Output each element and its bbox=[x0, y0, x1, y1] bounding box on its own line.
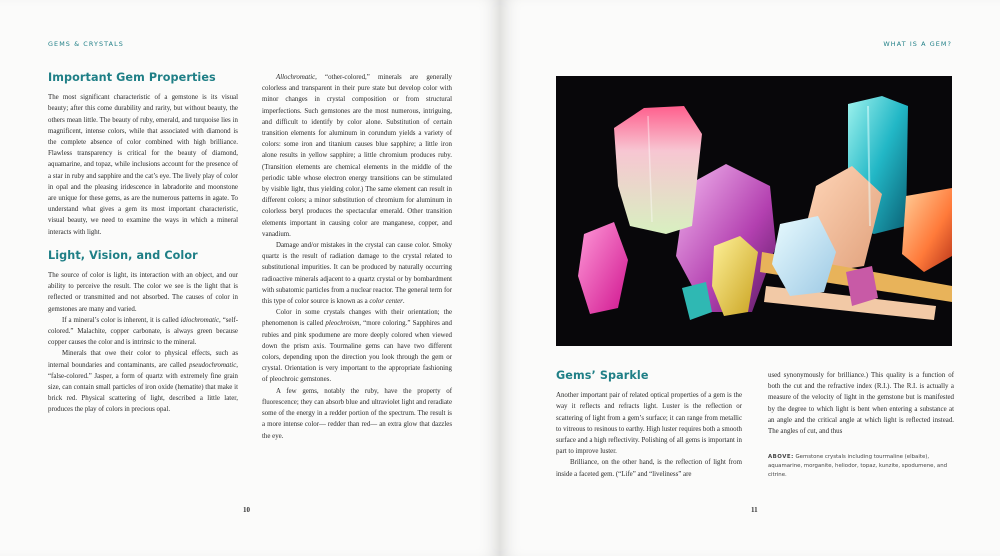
paragraph: used synonymously for brilliance.) This quality is a function of both the cut and the refractive index (R.I.). The R.I. is actually a measure of the velocity of light in the gemstone but is manifested by the degree to which light is bent when entering a substance at an angle and the critical angle at which light is reflected instead. The angles of cut, and thus bbox=[768, 372, 954, 436]
column-3 bbox=[556, 370, 742, 480]
gemstone-crystals-photo bbox=[556, 76, 952, 346]
topaz-crystal bbox=[902, 188, 952, 272]
paragraph: Another important pair of related optical properties of a gem is the way it reflects and refracts light. Luster is the reflection or scattering of light from a gem’s surface; it can range from metallic to vitreous to resinous to earthy. High luster requires both a smooth surface and a high reflectivity. Polishing of all gems is important in part to improve luster. bbox=[556, 392, 742, 456]
paragraph: The most significant characteristic of a gemstone is its visual beauty; after this come durability and rarity, but without beauty, the others mean little. The beauty of ruby, emerald, and turquoise lies in magnificent, intense colors, while that associated with diamond is the complete absence of color combined with high brilliance. Flawless transparency is critical for the beauty of diamond, aquamarine, and topaz, while inclusions account for the presence of a star in ruby and sapphire and the cat’s eye. The lively play of color in opal and the pleasing iridescence in labradorite and moonstone are unique for these gems, as are the numerous patterns in agate. To understand what gives a gem its most important characteristic, visual beauty, we need to examine the ways in which a mineral interacts with light. bbox=[48, 94, 238, 236]
column-2 bbox=[262, 72, 452, 442]
paragraph: Damage and/or mistakes in the crystal can cause color. Smoky quartz is the result of radiation damage to the crystal related to substitutional impurities. It can be produced by naturally occurring radioactive minerals adjacent to a quartz crystal or by bombardment with subatomic particles from a nuclear reactor. The general term for this type of color source is known as a color center. bbox=[262, 242, 452, 306]
page-number-left: 10 bbox=[243, 506, 250, 514]
photo-caption bbox=[768, 453, 954, 480]
column-4 bbox=[768, 370, 954, 480]
paragraph: A few gems, notably the ruby, have the property of fluorescence; they can absorb blue and ultraviolet light and reradiate some of the energy in a redder portion of the spectrum. The result is a more intense color— redder than red— an extra glow that dazzles the eye. bbox=[262, 387, 452, 440]
paragraph: The source of color is light, its interaction with an object, and our ability to perceive the result. The color we see is the light that is reflected or transmitted and not absorbed. The causes of color in gemstones are many and varied. bbox=[48, 272, 238, 313]
paragraph: Color in some crystals changes with their orientation; the phenomenon is called pleochroism, “more coloring.” Sapphires and rubies and pink spodumene are more deeply colored when viewed down the prism axis. Tourmaline gems can have two different colors, depending upon the direction you look through the gem or crystal. Orientation is very important to the appropriate fashioning of pleochroic gemstones. bbox=[262, 309, 452, 384]
heading-light-vision-color: Light, Vision, and Color bbox=[48, 248, 198, 262]
running-head-right: WHAT IS A GEM? bbox=[883, 40, 952, 48]
paragraph: Minerals that owe their color to physical effects, such as internal boundaries and contaminants, are called pseudochromatic, “false-colored.” Jasper, a form of quartz with extremely fine grain size, can contain small particles of iron oxide (hematite) that make it brick red. Physical scattering of light, described a little later, produces the play of colors in precious opal. bbox=[48, 350, 238, 414]
caption-text: Gemstone crystals including tourmaline (elbaite), aquamarine, morganite, heliodor, topaz, kunzite, spodumene, and citrine. bbox=[768, 454, 948, 479]
caption-label: ABOVE: bbox=[768, 454, 794, 461]
heading-important-gem-properties: Important Gem Properties bbox=[48, 71, 216, 84]
crystals-illustration bbox=[556, 76, 952, 346]
tourmaline-crystal bbox=[614, 106, 702, 234]
paragraph: Allochromatic, “other-colored,” minerals are generally colorless and transparent in their pure state but develop color with minor changes in crystal composition or from structural imperfections. Such gemstones are the most numerous, intriguing, and difficult to identify by color alone. Substitution of certain transition elements for aluminum in corundum yields a variety of colors: some iron and titanium causes blue sapphire; a little iron alone results in yellow sapphire; a little chromium produces ruby. (Transition elements are chemical elements in the middle of the periodic table whose electron energy transitions can be stimulated by visible light, thus yielding color.) The same element can result in different colors; a minor substitution of chromium for aluminum in colorless beryl produces the spectacular emerald. Other transition elements important in causing color are manganese, copper, and vanadium. bbox=[262, 74, 452, 238]
column-1 bbox=[48, 72, 238, 416]
paragraph: If a mineral’s color is inherent, it is called idiochromatic, “self-colored.” Malachite, copper carbonate, is always green because copper causes the color and is intrinsic to the mineral. bbox=[48, 316, 238, 347]
page-number-right: 11 bbox=[751, 506, 758, 514]
heading-gems-sparkle: Gems’ Sparkle bbox=[556, 369, 649, 382]
paragraph: Brilliance, on the other hand, is the reflection of light from inside a faceted gem. (“Life” and “liveliness” are bbox=[556, 459, 742, 478]
running-head-left: GEMS & CRYSTALS bbox=[48, 40, 124, 48]
